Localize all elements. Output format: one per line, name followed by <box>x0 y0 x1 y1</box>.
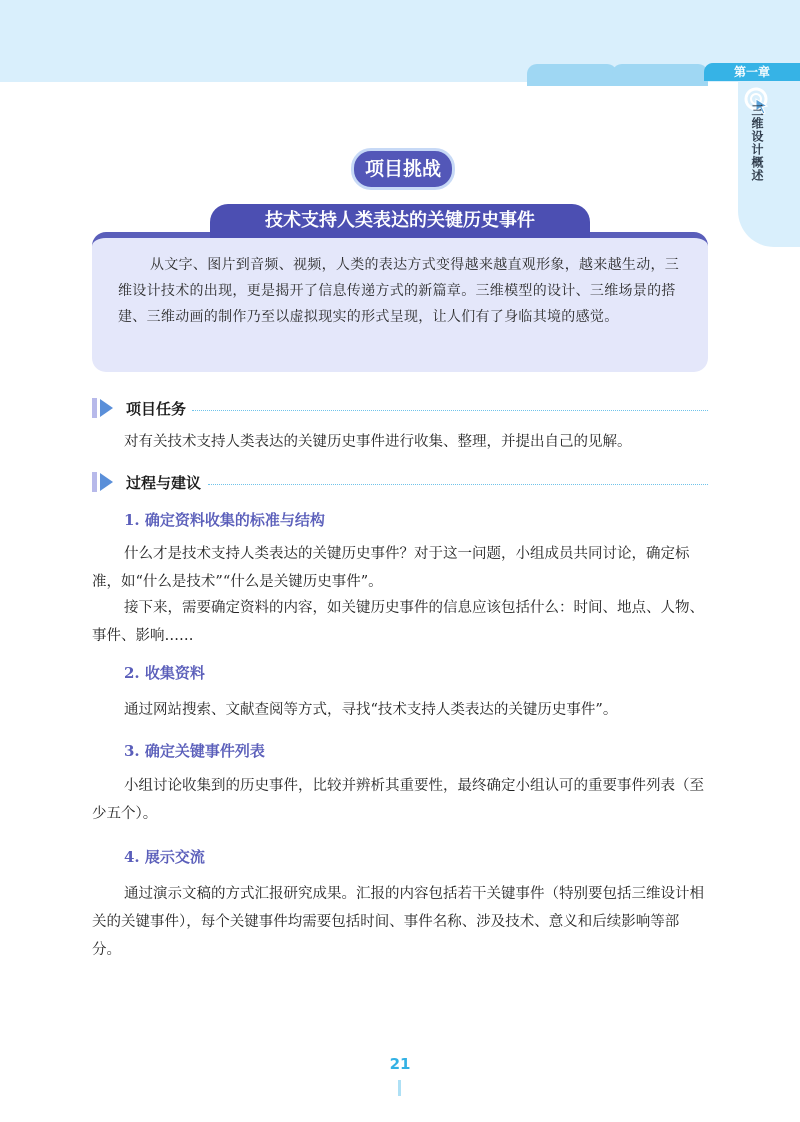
dotted-divider <box>192 410 708 411</box>
side-chapter-title: 三维设计概述 <box>750 104 764 182</box>
step-title: 3. 确定关键事件列表 <box>124 742 265 760</box>
step-paragraph: 什么才是技术支持人类表达的关键历史事件？对于这一问题，小组成员共同讨论，确定标准，如“什么是技术”“什么是关键历史事件”。 <box>92 546 690 590</box>
step-title: 4. 展示交流 <box>124 848 205 866</box>
step-title: 1. 确定资料收集的标准与结构 <box>124 511 325 529</box>
challenge-title-banner: 技术支持人类表达的关键历史事件 <box>210 204 590 238</box>
task-paragraph: 对有关技术支持人类表达的关键历史事件进行收集、整理，并提出自己的见解。 <box>124 434 632 450</box>
project-challenge-label: 项目挑战 <box>351 148 455 190</box>
section-task <box>92 396 708 420</box>
intro-paragraph: 从文字、图片到音频、视频，人类的表达方式变得越来越直观形象，越来越生动，三维设计技术的出现，更是揭开了信息传递方式的新篇章。三维模型的设计、三维场景的搭建、三维动画的制作乃至以虚拟现实的形式呈现，让人们有了身临其境的感觉。 <box>118 257 680 325</box>
header-tab-2 <box>612 64 708 86</box>
step-paragraph: 通过网站搜索、文献查阅等方式，寻找“技术支持人类表达的关键历史事件”。 <box>124 702 618 718</box>
header-tab-1 <box>527 64 617 86</box>
step-paragraph: 接下来，需要确定资料的内容，如关键历史事件的信息应该包括什么：时间、地点、人物、事件、影响…… <box>92 600 704 644</box>
step-paragraph: 通过演示文稿的方式汇报研究成果。汇报的内容包括若干关键事件（特别要包括三维设计相关的关键事件），每个关键事件均需要包括时间、事件名称、涉及技术、意义和后续影响等部分。 <box>92 886 704 958</box>
section-process <box>92 470 708 494</box>
step-paragraph: 小组讨论收集到的历史事件，比较并辨析其重要性，最终确定小组认可的重要事件列表（至少五个）。 <box>92 778 704 822</box>
step-title: 2. 收集资料 <box>124 664 205 682</box>
section-process-title: 过程与建议 <box>126 474 202 492</box>
page-number: 21 <box>389 1055 411 1073</box>
page-number-mark <box>398 1080 401 1096</box>
play-arrow-icon <box>92 396 114 420</box>
play-arrow-icon <box>92 470 114 494</box>
dotted-divider <box>208 484 708 485</box>
section-task-title: 项目任务 <box>126 400 187 418</box>
chapter-tab: 第一章 <box>704 63 800 81</box>
